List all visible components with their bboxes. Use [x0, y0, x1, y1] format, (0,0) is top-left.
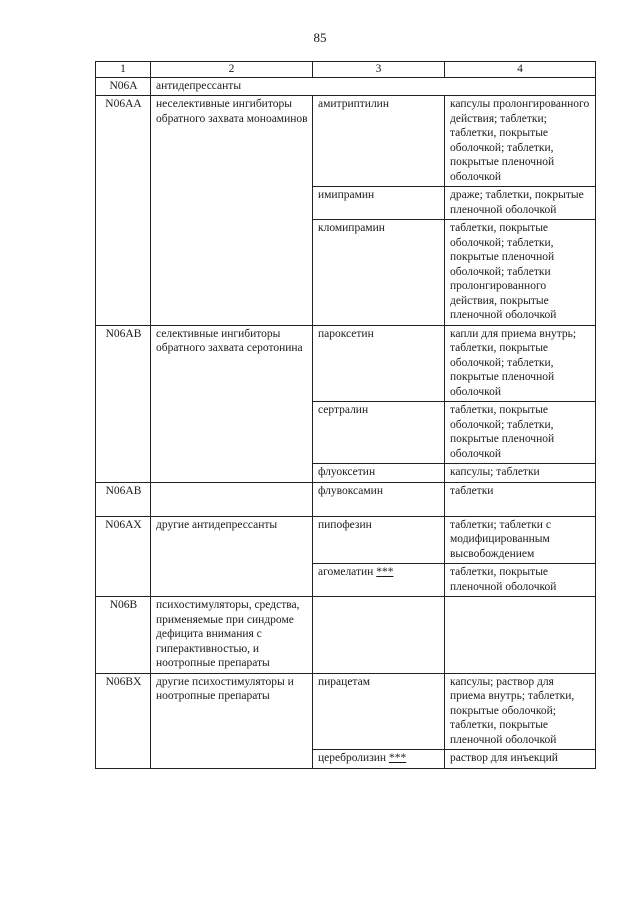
atc-code: N06AA — [96, 96, 151, 326]
dosage-forms: таблетки — [445, 482, 596, 516]
atc-code: N06A — [96, 77, 151, 96]
drug-table — [95, 61, 596, 769]
drug-name: пипофезин — [313, 516, 445, 564]
table-row — [96, 516, 596, 564]
column-header: 2 — [151, 62, 313, 78]
dosage-forms: капсулы; таблетки — [445, 464, 596, 483]
group-name: другие психостимуляторы и ноотропные препараты — [151, 673, 313, 768]
drug-name: пароксетин — [313, 325, 445, 402]
dosage-forms: таблетки, покрытые оболочкой; таблетки, покрытые пленочной оболочкой; таблетки пролонгированного действия, покрытые пленочной оболочкой — [445, 220, 596, 326]
group-name — [151, 482, 313, 516]
dosage-forms: таблетки, покрытые оболочкой; таблетки, покрытые пленочной оболочкой — [445, 402, 596, 464]
atc-code: N06BX — [96, 673, 151, 768]
dosage-forms: драже; таблетки, покрытые пленочной оболочкой — [445, 187, 596, 220]
table-row — [96, 482, 596, 516]
drug-name: пирацетам — [313, 673, 445, 750]
drug-name — [313, 597, 445, 674]
group-name: психостимуляторы, средства, применяемые при синдроме дефицита внимания с гиперактивностью, и ноотропные препараты — [151, 597, 313, 674]
drug-name: амитриптилин — [313, 96, 445, 187]
drug-name: имипрамин — [313, 187, 445, 220]
group-name: неселективные ингибиторы обратного захвата моноаминов — [151, 96, 313, 326]
table-row — [96, 673, 596, 750]
group-name: антидепрессанты — [151, 77, 596, 96]
group-name: селективные ингибиторы обратного захвата серотонина — [151, 325, 313, 482]
atc-code: N06B — [96, 597, 151, 674]
column-header: 4 — [445, 62, 596, 78]
dosage-forms: таблетки, покрытые пленочной оболочкой — [445, 564, 596, 597]
drug-name: кломипрамин — [313, 220, 445, 326]
dosage-forms: капсулы пролонгированного действия; таблетки; таблетки, покрытые оболочкой; таблетки, покрытые пленочной оболочкой — [445, 96, 596, 187]
table-row — [96, 77, 596, 96]
drug-name-text: агомелатин — [318, 566, 374, 578]
dosage-forms — [445, 597, 596, 674]
atc-code: N06AX — [96, 516, 151, 597]
group-name: другие антидепрессанты — [151, 516, 313, 597]
drug-name: сертралин — [313, 402, 445, 464]
table-row — [96, 597, 596, 674]
drug-name: флуоксетин — [313, 464, 445, 483]
column-header: 3 — [313, 62, 445, 78]
column-header: 1 — [96, 62, 151, 78]
dosage-forms: капли для приема внутрь; таблетки, покрытые оболочкой; таблетки, покрытые пленочной оболочкой — [445, 325, 596, 402]
atc-code: N06AB — [96, 325, 151, 482]
table-row — [96, 96, 596, 187]
atc-code: N06AB — [96, 482, 151, 516]
dosage-forms: капсулы; раствор для приема внутрь; таблетки, покрытые оболочкой; таблетки, покрытые пленочной оболочкой — [445, 673, 596, 750]
drug-name — [313, 750, 445, 769]
drug-name — [313, 564, 445, 597]
drug-name-text: церебролизин — [318, 752, 387, 764]
header-row — [96, 62, 596, 78]
dosage-forms: таблетки; таблетки с модифицированным высвобождением — [445, 516, 596, 564]
table-row — [96, 325, 596, 402]
dosage-forms: раствор для инъекций — [445, 750, 596, 769]
footnote-mark: *** — [376, 566, 394, 578]
footnote-mark: *** — [388, 752, 407, 764]
page-number: 85 — [313, 30, 327, 45]
drug-name: флувоксамин — [313, 482, 445, 516]
